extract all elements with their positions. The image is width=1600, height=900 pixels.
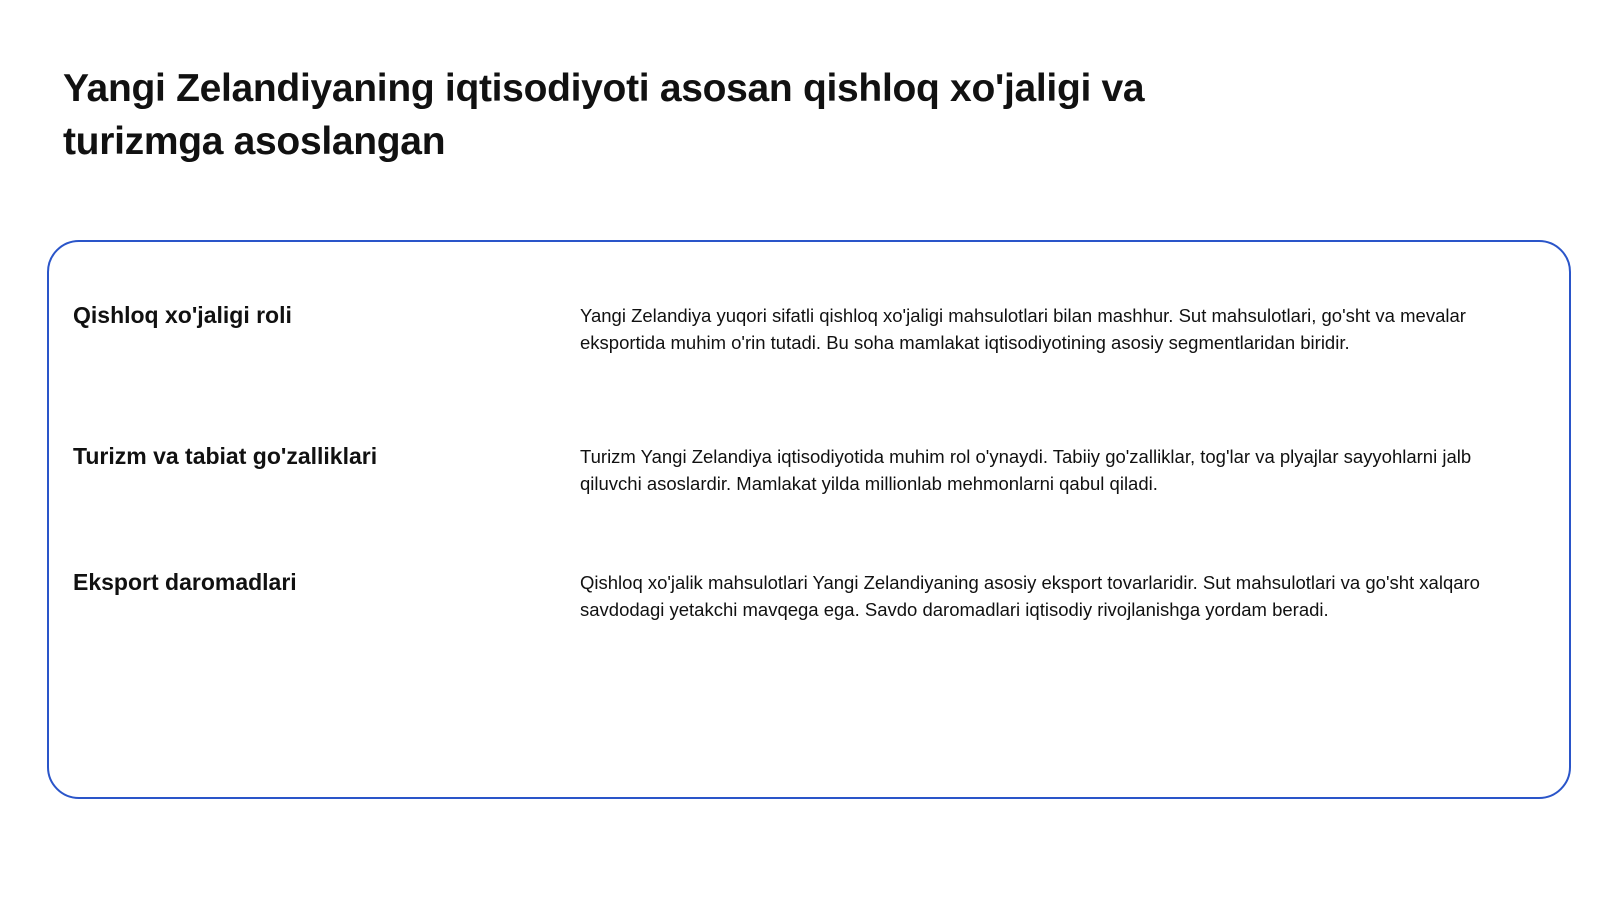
row-description: Turizm Yangi Zelandiya iqtisodiyotida muhim rol o'ynaydi. Tabiiy go'zalliklar, tog'lar va plyajlar sayyohlarni jalb qiluvchi asoslardir. Mamlakat yilda millionlab mehmonlarni qabul qiladi. (580, 446, 1472, 494)
content-card (47, 240, 1571, 799)
row-label: Eksport daromadlari (73, 569, 297, 595)
row-description: Qishloq xo'jalik mahsulotlari Yangi Zelandiyaning asosiy eksport tovarlaridir. Sut mahsulotlari va go'sht xalqaro savdodagi yetakchi mavqega ega. Savdo daromadlari iqtisodiy rivojlanishga yordam beradi. (580, 572, 1480, 620)
row-label: Turizm va tabiat go'zalliklari (73, 443, 378, 469)
row-description: Yangi Zelandiya yuqori sifatli qishloq xo'jaligi mahsulotlari bilan mashhur. Sut mahsulotlari, go'sht va mevalar eksportida muhim o'rin tutadi. Bu soha mamlakat iqtisodiyotining asosiy segmentlaridan biridir. (580, 305, 1466, 353)
row-label: Qishloq xo'jaligi roli (73, 302, 292, 328)
slide-title: Yangi Zelandiyaning iqtisodiyoti asosan qishloq xo'jaligi va turizmga asoslangan (63, 67, 1145, 163)
